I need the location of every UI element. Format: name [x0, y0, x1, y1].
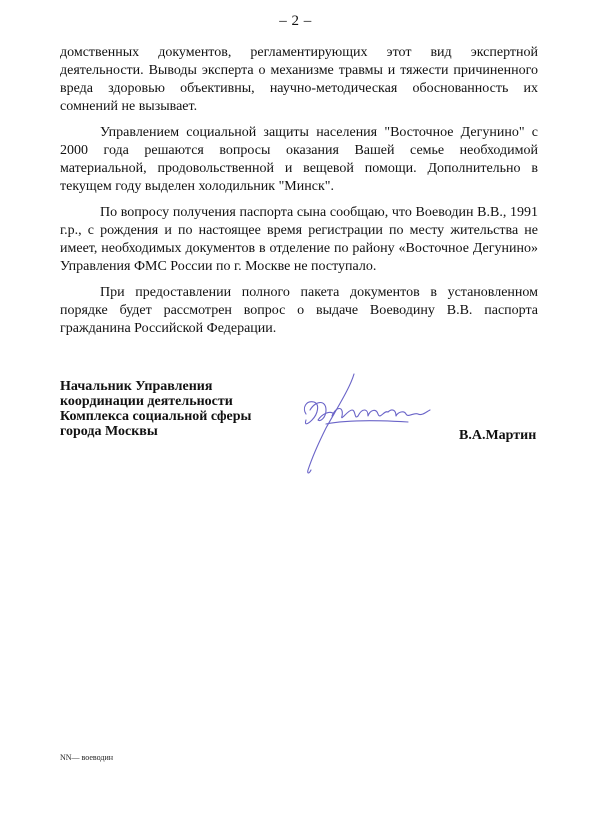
- paragraph-social-assistance: Управлением социальной защиты населения "Восточное Дегунино" с 2000 года решаются вопросы оказания Вашей семье необходимой материальной, продовольственной и вещевой помощи. Дополнительно в текущем году выделен холодильник "Минск".: [60, 125, 538, 194]
- signer-name: В.А.Мартин: [459, 428, 537, 443]
- signatory-title-line: Начальник Управления: [60, 379, 213, 394]
- letter-body: [60, 44, 538, 346]
- signatory-title-line: Комплекса социальной сферы: [60, 409, 252, 424]
- paragraph-passport-status: По вопросу получения паспорта сына сообщаю, что Воеводин В.В., 1991 г.р., с рождения и по настоящее время регистрации по месту жительства не имеет, необходимых документов в отделение по району «Восточное Дегунино» Управления ФМС России по г. Москве не поступало.: [60, 205, 538, 274]
- paragraph-expert-conclusion: домственных документов, регламентирующих этот вид экспертной деятельности. Выводы эксперта о механизме травмы и тяжести причиненного вреда здоровью объективны, научно-методическая обоснованность их сомнений не вызывает.: [60, 45, 538, 114]
- handwritten-signature: [296, 370, 436, 480]
- signatory-title: [60, 379, 260, 439]
- signatory-title-line: координации деятельности: [60, 394, 233, 409]
- paragraph-passport-procedure: При предоставлении полного пакета документов в установленном порядке будет рассмотрен вопрос о выдаче Воеводину В.В. паспорта гражданина Российской Федерации.: [60, 285, 538, 336]
- footer-note: NN— воеводин: [60, 753, 114, 762]
- page-number: – 2 –: [279, 13, 312, 29]
- signatory-title-line: города Москвы: [60, 424, 158, 439]
